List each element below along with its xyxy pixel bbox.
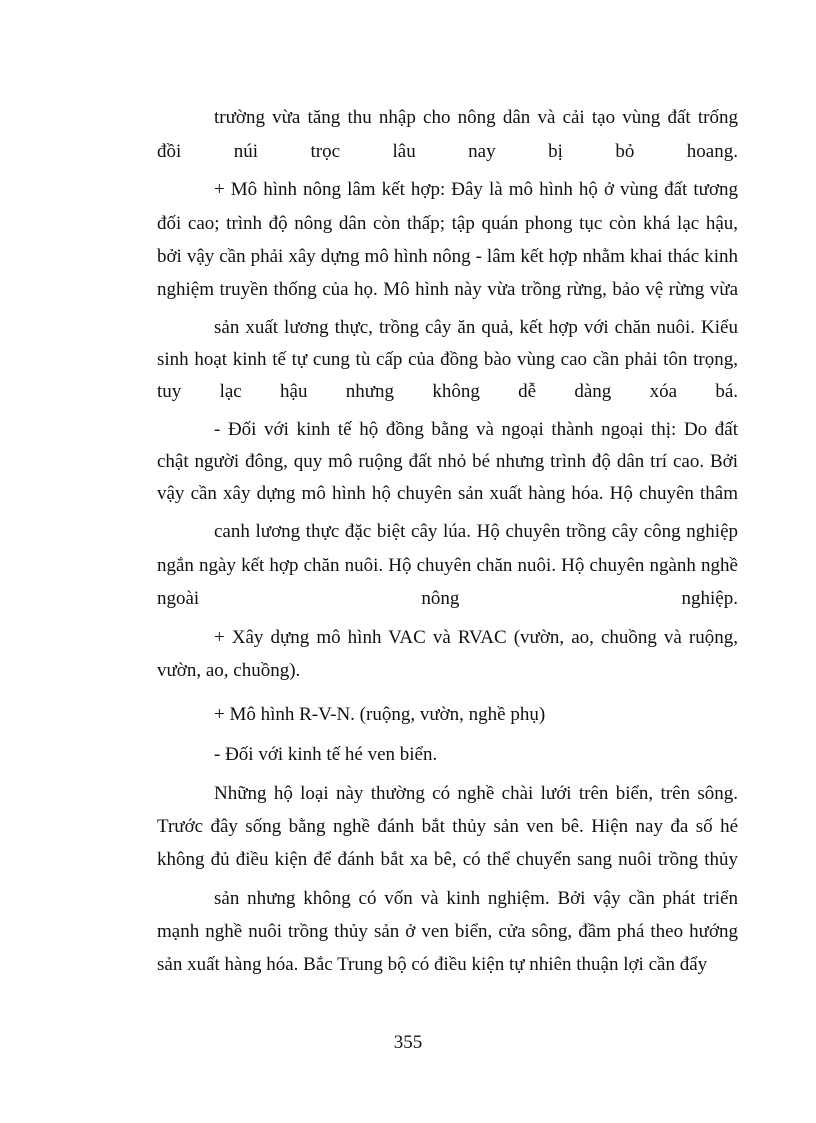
text-line: sản xuất lương thực, trồng cây ăn quả, kết hợp với chăn nuôi. Kiểu: [214, 317, 738, 338]
text-line: không đủ điều kiện để đánh bắt xa bê, có thể chuyển sang nuôi trồng thủy: [157, 849, 738, 870]
text-line: - Đối với kinh tế hộ đồng bằng và ngoại thành ngoại thị: Do đất: [214, 419, 738, 440]
text-line: sản nhưng không có vốn và kinh nghiệm. Bởi vậy cần phát triển: [214, 888, 738, 909]
text-line: tuy lạc hậu nhưng không dễ dàng xóa bá.: [157, 381, 738, 402]
text-line: - Đối với kinh tế hé ven biển.: [214, 744, 438, 765]
text-line: sinh hoạt kinh tế tự cung tù cấp của đồng bào vùng cao cần phải tôn trọng,: [157, 349, 738, 370]
page-number: 355: [393, 1032, 423, 1053]
text-line: ngắn ngày kết hợp chăn nuôi. Hộ chuyên chăn nuôi. Hộ chuyên ngành nghề: [157, 555, 738, 576]
text-line: nghiệm truyền thống của họ. Mô hình này vừa trồng rừng, bảo vệ rừng vừa: [157, 279, 738, 300]
text-line: bởi vậy cần phải xây dựng mô hình nông - lâm kết hợp nhằm khai thác kinh: [157, 246, 738, 267]
text-line: mạnh nghề nuôi trồng thủy sản ở ven biển, cửa sông, đầm phá theo hướng: [157, 921, 738, 942]
text-line: chật người đông, quy mô ruộng đất nhỏ bé nhưng trình độ dân trí cao. Bởi: [157, 451, 738, 472]
text-line: vườn, ao, chuồng).: [157, 660, 301, 681]
text-line: canh lương thực đặc biệt cây lúa. Hộ chuyên trồng cây công nghiệp: [214, 521, 738, 542]
text-line: + Xây dựng mô hình VAC và RVAC (vườn, ao, chuồng và ruộng,: [214, 627, 738, 648]
text-line: + Mô hình R-V-N. (ruộng, vườn, nghề phụ): [214, 704, 546, 725]
text-line: sản xuất hàng hóa. Bắc Trung bộ có điều kiện tự nhiên thuận lợi cần đẩy: [157, 954, 708, 975]
text-line: Những hộ loại này thường có nghề chài lưới trên biển, trên sông.: [214, 783, 738, 804]
text-line: ngoài nông nghiệp.: [157, 588, 738, 609]
text-line: + Mô hình nông lâm kết hợp: Đây là mô hình hộ ở vùng đất tương: [214, 179, 738, 200]
text-line: Trước đây sống bằng nghề đánh bắt thủy sản ven bê. Hiện nay đa số hé: [157, 816, 738, 837]
text-line: trường vừa tăng thu nhập cho nông dân và cải tạo vùng đất trống: [214, 107, 738, 128]
text-line: vậy cần xây dựng mô hình hộ chuyên sản xuất hàng hóa. Hộ chuyên thâm: [157, 483, 738, 504]
text-line: đồi núi trọc lâu nay bị bỏ hoang.: [157, 141, 738, 162]
text-line: đối cao; trình độ nông dân còn thấp; tập quán phong tục còn khá lạc hậu,: [157, 213, 738, 234]
